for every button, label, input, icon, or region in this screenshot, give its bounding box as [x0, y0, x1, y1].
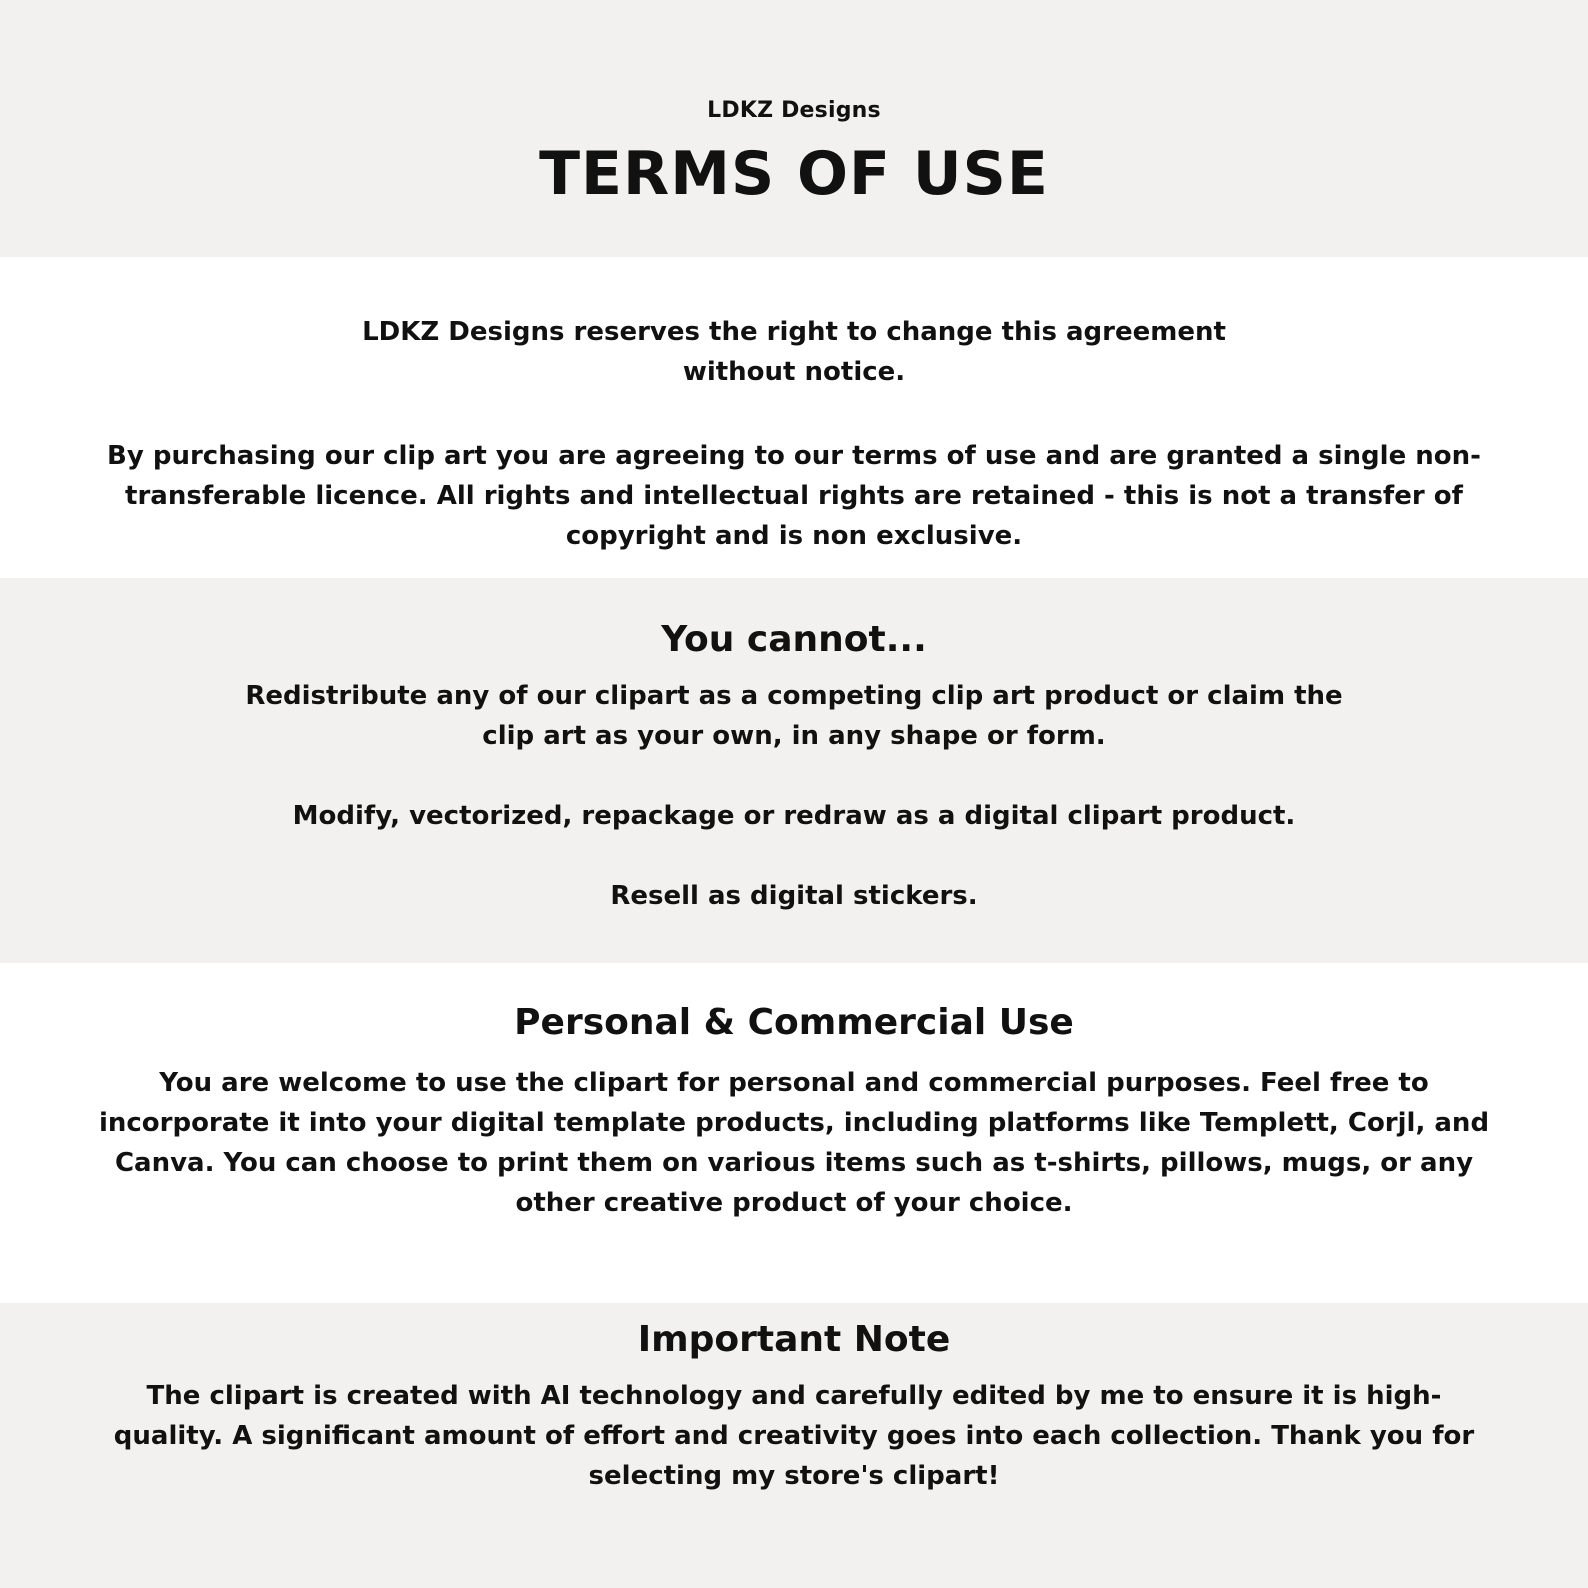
cannot-item-redistribute — [0, 676, 1588, 756]
important-note-heading: Important Note — [637, 1319, 951, 1360]
brand-name: LDKZ Designs — [707, 98, 881, 123]
cannot-item-line: clip art as your own, in any shape or form. — [482, 721, 1106, 751]
licence-line: By purchasing our clip art you are agreeing to our terms of use and are granted a single non- — [107, 441, 1481, 471]
personal-commercial-section — [0, 963, 1588, 1303]
agreement-notice-line: without notice. — [682, 357, 906, 387]
agreement-notice-line: LDKZ Designs reserves the right to change this agreement — [362, 317, 1226, 347]
cannot-item-line: Redistribute any of our clipart as a competing clip art product or claim the — [245, 681, 1343, 711]
personal-commercial-line: You are welcome to use the clipart for personal and commercial purposes. Feel free to — [159, 1068, 1429, 1098]
cannot-item-modify: Modify, vectorized, repackage or redraw as a digital clipart product. — [292, 801, 1296, 831]
important-note-line: The clipart is created with AI technology and carefully edited by me to ensure it is high- — [146, 1381, 1442, 1411]
personal-commercial-paragraph — [0, 1063, 1588, 1223]
important-note-section — [0, 1303, 1588, 1588]
cannot-section — [0, 578, 1588, 963]
cannot-heading: You cannot... — [661, 619, 927, 660]
licence-line: transferable licence. All rights and intellectual rights are retained - this is not a transfer of — [125, 481, 1463, 511]
cannot-item-resell: Resell as digital stickers. — [610, 881, 978, 911]
licence-line: copyright and is non exclusive. — [565, 521, 1023, 551]
personal-commercial-line: Canva. You can choose to print them on various items such as t-shirts, pillows, mugs, or any — [114, 1148, 1474, 1178]
important-note-paragraph — [0, 1376, 1588, 1496]
licence-paragraph — [0, 436, 1588, 556]
page-title: TERMS OF USE — [539, 139, 1049, 209]
personal-commercial-line: other creative product of your choice. — [515, 1188, 1073, 1218]
personal-commercial-heading: Personal & Commercial Use — [514, 1002, 1074, 1043]
important-note-line: quality. A significant amount of effort and creativity goes into each collection. Thank you for — [113, 1421, 1475, 1451]
header-band — [0, 0, 1588, 257]
agreement-notice — [0, 312, 1588, 392]
important-note-line: selecting my store's clipart! — [588, 1461, 1000, 1491]
personal-commercial-line: incorporate it into your digital template products, including platforms like Templett, Corjl, and — [98, 1108, 1490, 1138]
intro-section — [0, 257, 1588, 578]
